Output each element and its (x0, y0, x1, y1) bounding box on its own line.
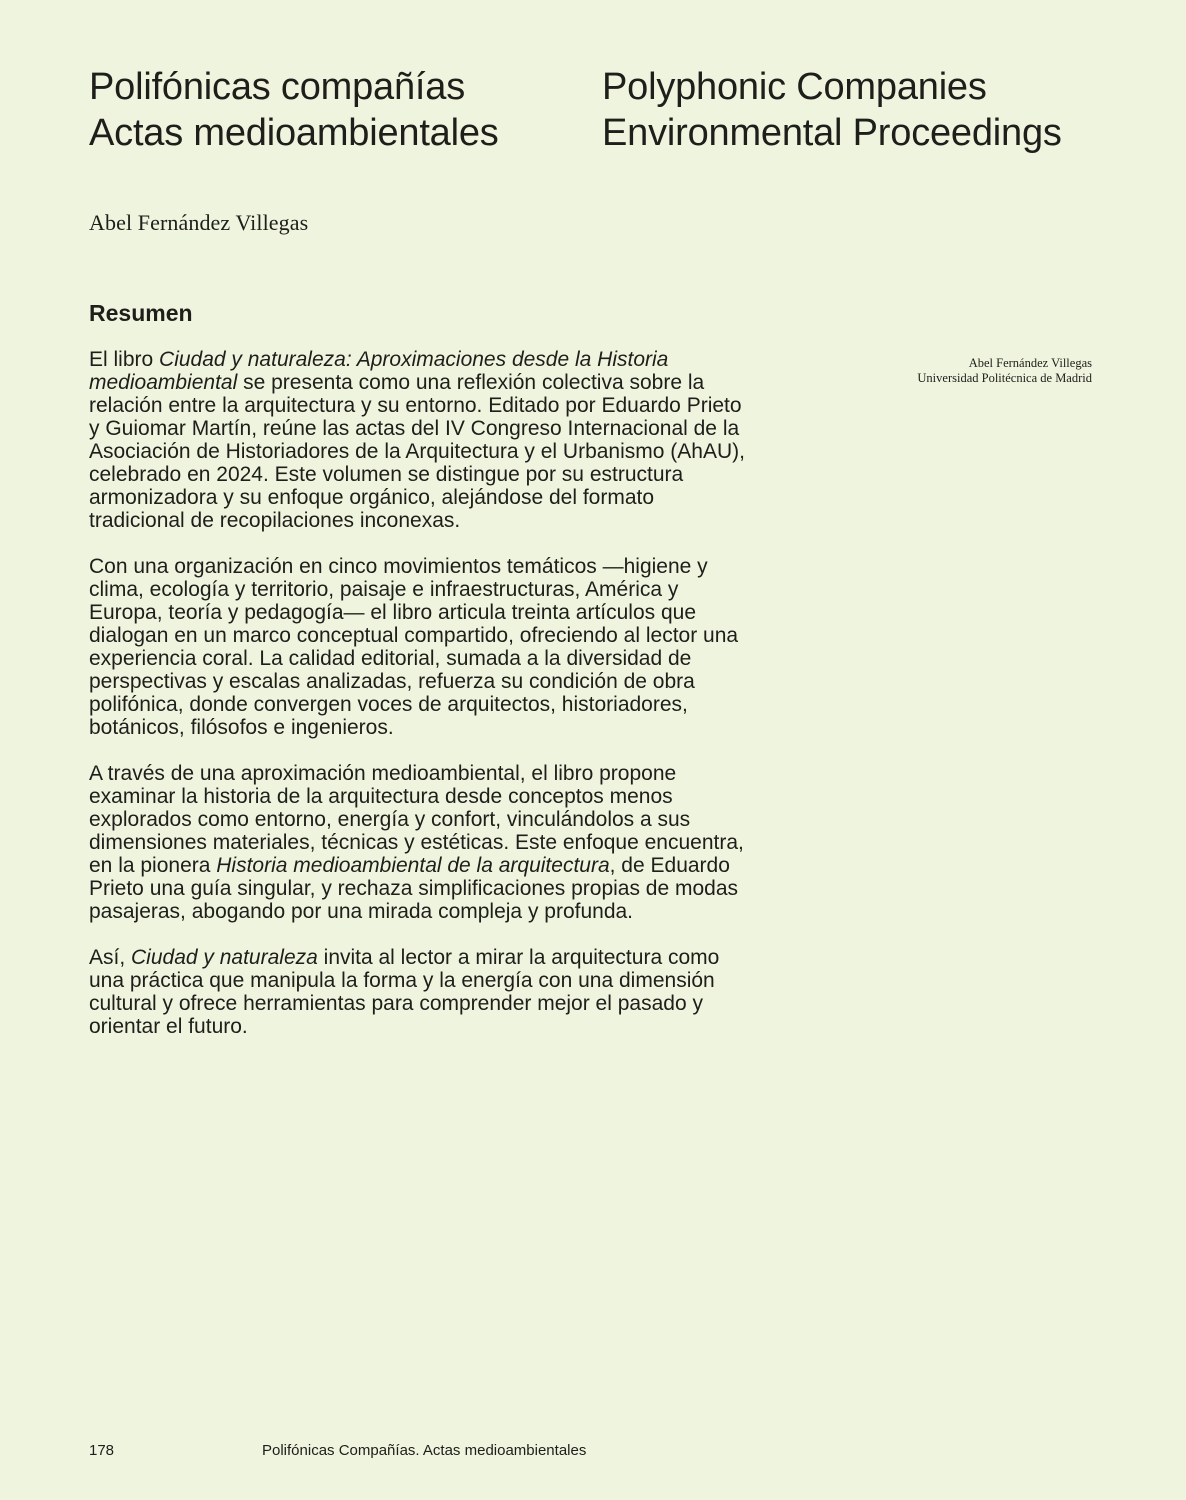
p3-text-c: , de Eduardo Prieto una guía singular, y rechaza simplificaciones propias de modas pasajeras, abogando por una mirada compleja y profunda. (89, 854, 739, 923)
p1-book-title: Ciudad y naturaleza: Aproximaciones desde la Historia medioambiental (89, 348, 669, 394)
title-english (602, 64, 1062, 156)
p1-text-c: se presenta como una reflexión colectiva sobre la relación entre la arquitectura y su entorno. Editado por Eduardo Prieto y Guiomar Martín, reúne las actas del IV Congreso Internacional de la Asociación de Historiadores de la Arquitectura y el Urbanismo (AhAU), celebrado en 2024. Este volumen se distingue por su estructura armonizadora y su enfoque orgánico, alejándose del formato tradicional de recopilaciones inconexas. (89, 371, 745, 532)
abstract-body (89, 348, 755, 1061)
p3-text-a: A través de una aproximación medioambiental, el libro propone examinar la historia de la arquitectura desde conceptos menos explorados como entorno, energía y confort, vinculándolos a sus dimensiones materiales, técnicas y estéticas. Este enfoque encuentra, en la pionera (89, 762, 744, 877)
p4-text-a: Así, (89, 946, 132, 969)
abstract-paragraph-4 (89, 946, 755, 1038)
p1-text-a: El libro (89, 348, 160, 371)
abstract-paragraph-3 (89, 762, 755, 923)
abstract-heading: Resumen (89, 300, 193, 326)
p3-book-title: Historia medioambiental de la arquitectura (216, 854, 610, 877)
author-name: Abel Fernández Villegas (89, 210, 309, 235)
affiliation-institution: Universidad Politécnica de Madrid (917, 371, 1092, 385)
affiliation-author: Abel Fernández Villegas (968, 356, 1092, 370)
p4-text-c: invita al lector a mirar la arquitectura como una práctica que manipula la forma y la energía con una dimensión cultural y ofrece herramientas para comprender mejor el pasado y orientar el futuro. (89, 946, 720, 1038)
author-affiliation (917, 356, 1092, 386)
title-spanish (89, 64, 499, 156)
title-spanish-line1: Polifónicas compañías (89, 66, 466, 108)
p4-book-title: Ciudad y naturaleza (131, 946, 318, 969)
running-footer-title: Polifónicas Compañías. Actas medioambientales (262, 1442, 587, 1459)
title-english-line1: Polyphonic Companies (602, 66, 987, 108)
title-spanish-line2: Actas medioambientales (89, 112, 499, 154)
abstract-paragraph-1 (89, 348, 755, 532)
title-english-line2: Environmental Proceedings (602, 112, 1062, 154)
abstract-paragraph-2: Con una organización en cinco movimientos temáticos —higiene y clima, ecología y territorio, paisaje e infraestructuras, América y Europa, teoría y pedagogía— el libro articula treinta artículos que dialogan en un marco conceptual compartido, ofreciendo al lector una experiencia coral. La calidad editorial, sumada a la diversidad de perspectivas y escalas analizadas, refuerza su condición de obra polifónica, donde convergen voces de arquitectos, historiadores, botánicos, filósofos e ingenieros. (89, 555, 739, 739)
page-number: 178 (89, 1442, 115, 1459)
